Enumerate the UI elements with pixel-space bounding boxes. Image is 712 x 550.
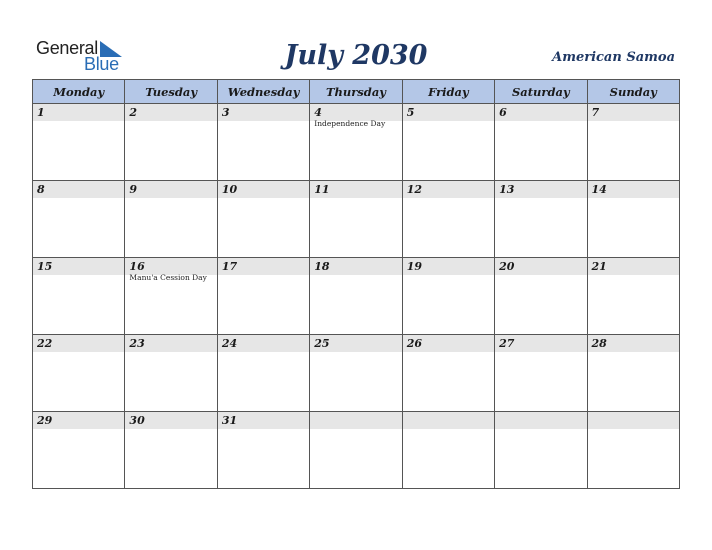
day-cell <box>402 412 494 489</box>
day-cell <box>587 181 679 258</box>
day-number: 5 <box>403 104 494 121</box>
day-number: 21 <box>588 258 679 275</box>
day-number: 27 <box>495 335 586 352</box>
day-cell <box>495 412 587 489</box>
calendar-title: July 2030 <box>284 40 428 71</box>
day-cell <box>33 104 125 181</box>
day-cell <box>402 104 494 181</box>
day-cell <box>33 412 125 489</box>
day-cell <box>495 181 587 258</box>
day-cell <box>495 104 587 181</box>
day-cell <box>587 335 679 412</box>
day-cell <box>217 258 309 335</box>
weekday-header-row <box>33 80 680 104</box>
day-number: 9 <box>125 181 216 198</box>
day-number: 22 <box>33 335 124 352</box>
weekday-header: Friday <box>402 80 494 104</box>
day-number: 14 <box>588 181 679 198</box>
logo-text-general: General <box>36 38 98 58</box>
weekday-header: Sunday <box>587 80 679 104</box>
day-number: 31 <box>218 412 309 429</box>
day-number: 20 <box>495 258 586 275</box>
day-number: 4 <box>310 104 401 121</box>
day-number: 17 <box>218 258 309 275</box>
day-cell <box>125 335 217 412</box>
day-cell <box>587 258 679 335</box>
day-cell <box>402 335 494 412</box>
day-number: 26 <box>403 335 494 352</box>
day-number: 23 <box>125 335 216 352</box>
week-row <box>33 258 680 335</box>
day-number: 18 <box>310 258 401 275</box>
day-number <box>403 412 494 429</box>
week-row <box>33 104 680 181</box>
day-number: 7 <box>588 104 679 121</box>
weekday-header: Monday <box>33 80 125 104</box>
day-number: 29 <box>33 412 124 429</box>
holiday-label: Independence Day <box>314 119 386 128</box>
day-number: 3 <box>218 104 309 121</box>
day-cell <box>402 258 494 335</box>
day-cell <box>587 412 679 489</box>
day-number <box>495 412 586 429</box>
day-cell <box>33 335 125 412</box>
day-number: 8 <box>33 181 124 198</box>
day-number: 10 <box>218 181 309 198</box>
day-cell <box>217 104 309 181</box>
region-label: American Samoa <box>552 50 675 65</box>
day-number: 16 <box>125 258 216 275</box>
day-cell <box>217 412 309 489</box>
day-number: 19 <box>403 258 494 275</box>
day-cell <box>33 258 125 335</box>
day-cell <box>125 104 217 181</box>
day-number: 12 <box>403 181 494 198</box>
day-number <box>310 412 401 429</box>
day-cell <box>310 104 402 181</box>
day-cell <box>125 412 217 489</box>
day-cell <box>125 181 217 258</box>
weekday-header: Saturday <box>495 80 587 104</box>
day-cell <box>402 181 494 258</box>
holiday-label: Manu'a Cession Day <box>129 273 207 282</box>
day-number: 25 <box>310 335 401 352</box>
calendar-body <box>33 104 680 489</box>
day-number: 11 <box>310 181 401 198</box>
day-cell <box>125 258 217 335</box>
day-cell <box>495 335 587 412</box>
day-number: 24 <box>218 335 309 352</box>
calendar-grid <box>32 79 680 489</box>
day-number: 2 <box>125 104 216 121</box>
day-number: 1 <box>33 104 124 121</box>
week-row <box>33 335 680 412</box>
weekday-header: Wednesday <box>217 80 309 104</box>
day-number: 28 <box>588 335 679 352</box>
week-row <box>33 412 680 489</box>
weekday-header: Thursday <box>310 80 402 104</box>
day-cell <box>310 181 402 258</box>
day-cell <box>33 181 125 258</box>
logo-text-blue: Blue <box>84 54 119 74</box>
day-number: 30 <box>125 412 216 429</box>
day-number: 6 <box>495 104 586 121</box>
day-number: 15 <box>33 258 124 275</box>
day-number <box>588 412 679 429</box>
day-cell <box>495 258 587 335</box>
week-row <box>33 181 680 258</box>
day-cell <box>217 181 309 258</box>
day-cell <box>217 335 309 412</box>
weekday-header: Tuesday <box>125 80 217 104</box>
day-cell <box>310 258 402 335</box>
day-cell <box>310 412 402 489</box>
day-number: 13 <box>495 181 586 198</box>
day-cell <box>587 104 679 181</box>
day-cell <box>310 335 402 412</box>
